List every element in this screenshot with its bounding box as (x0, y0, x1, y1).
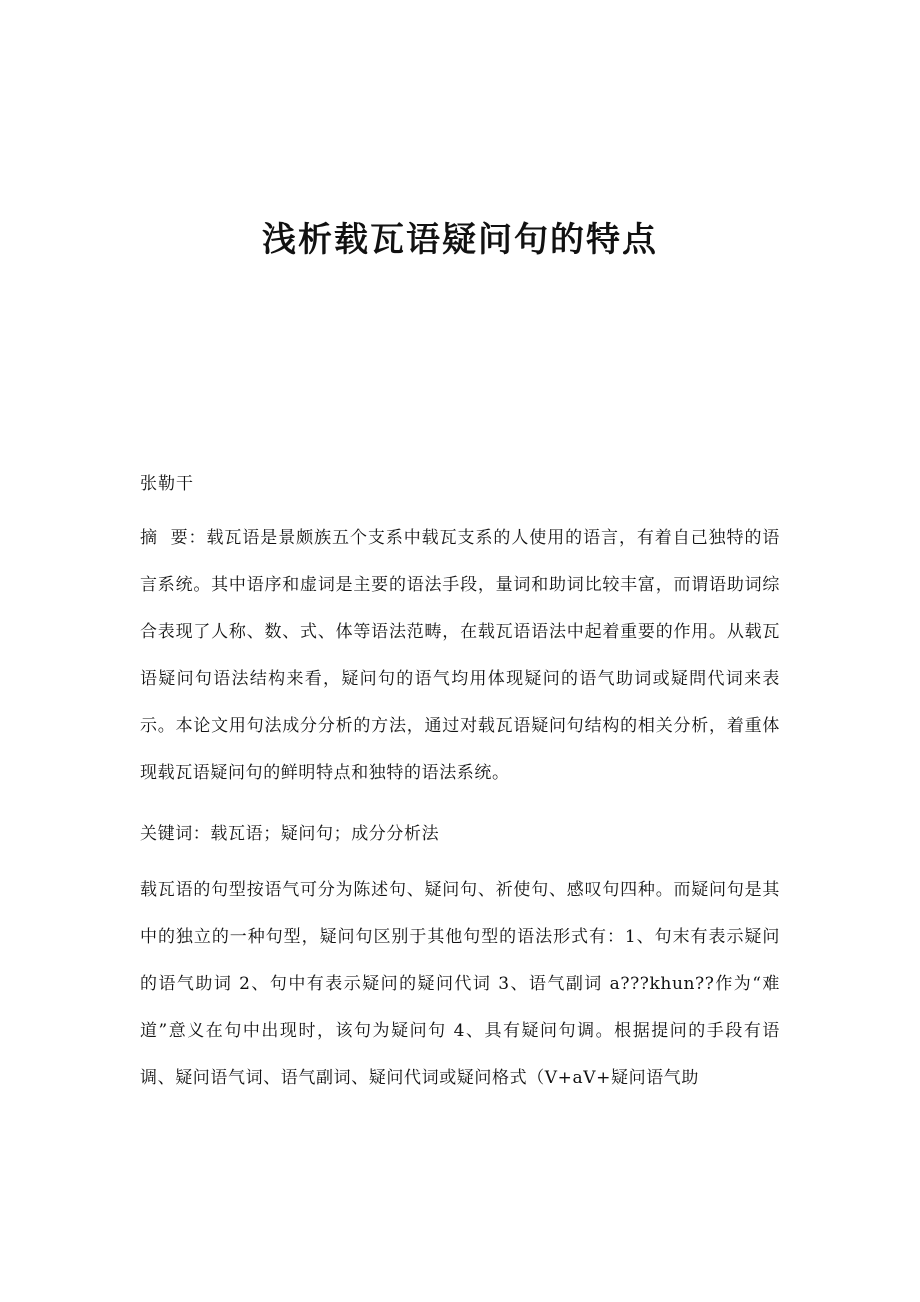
keywords-paragraph (140, 811, 780, 858)
keywords-label: 关键词： (140, 824, 211, 844)
keywords-text: 载瓦语；疑问句；成分分析法 (210, 824, 440, 844)
author-name: 张勒干 (140, 474, 194, 494)
abstract-label: 摘 要： (140, 528, 207, 548)
body-paragraph: 载瓦语的句型按语气可分为陈述句、疑问句、祈使句、感叹句四种。而疑问句是其中的独立的一种句型，疑问句区别于其他句型的语法形式有：1、句末有表示疑问的语气助词 2、句中有表示疑问的疑问代词 3、语气副词 a???khun??作为“难道”意义在句中出现时，该句为疑问句 4、具有疑问句调。根据提问的手段有语调、疑问语气词、语气副词、疑问代词或疑问格式（V+aV+疑问语气助 (140, 880, 780, 1088)
abstract-text: 载瓦语是景颇族五个支系中载瓦支系的人使用的语言，有着自己独特的语言系统。其中语序和虚词是主要的语法手段，量词和助词比较丰富，而谓语助词综合表现了人称、数、式、体等语法范畴，在载瓦语语法中起着重要的作用。从载瓦语疑问句语法结构来看，疑问句的语气均用体现疑问的语气助词或疑問代词来表示。本论文用句法成分分析的方法，通过对载瓦语疑问句结构的相关分析，着重体现载瓦语疑问句的鲜明特点和独特的语法系统。 (140, 528, 781, 783)
page-title: 浅析载瓦语疑问句的特点 (262, 220, 658, 260)
abstract-paragraph (140, 515, 780, 797)
